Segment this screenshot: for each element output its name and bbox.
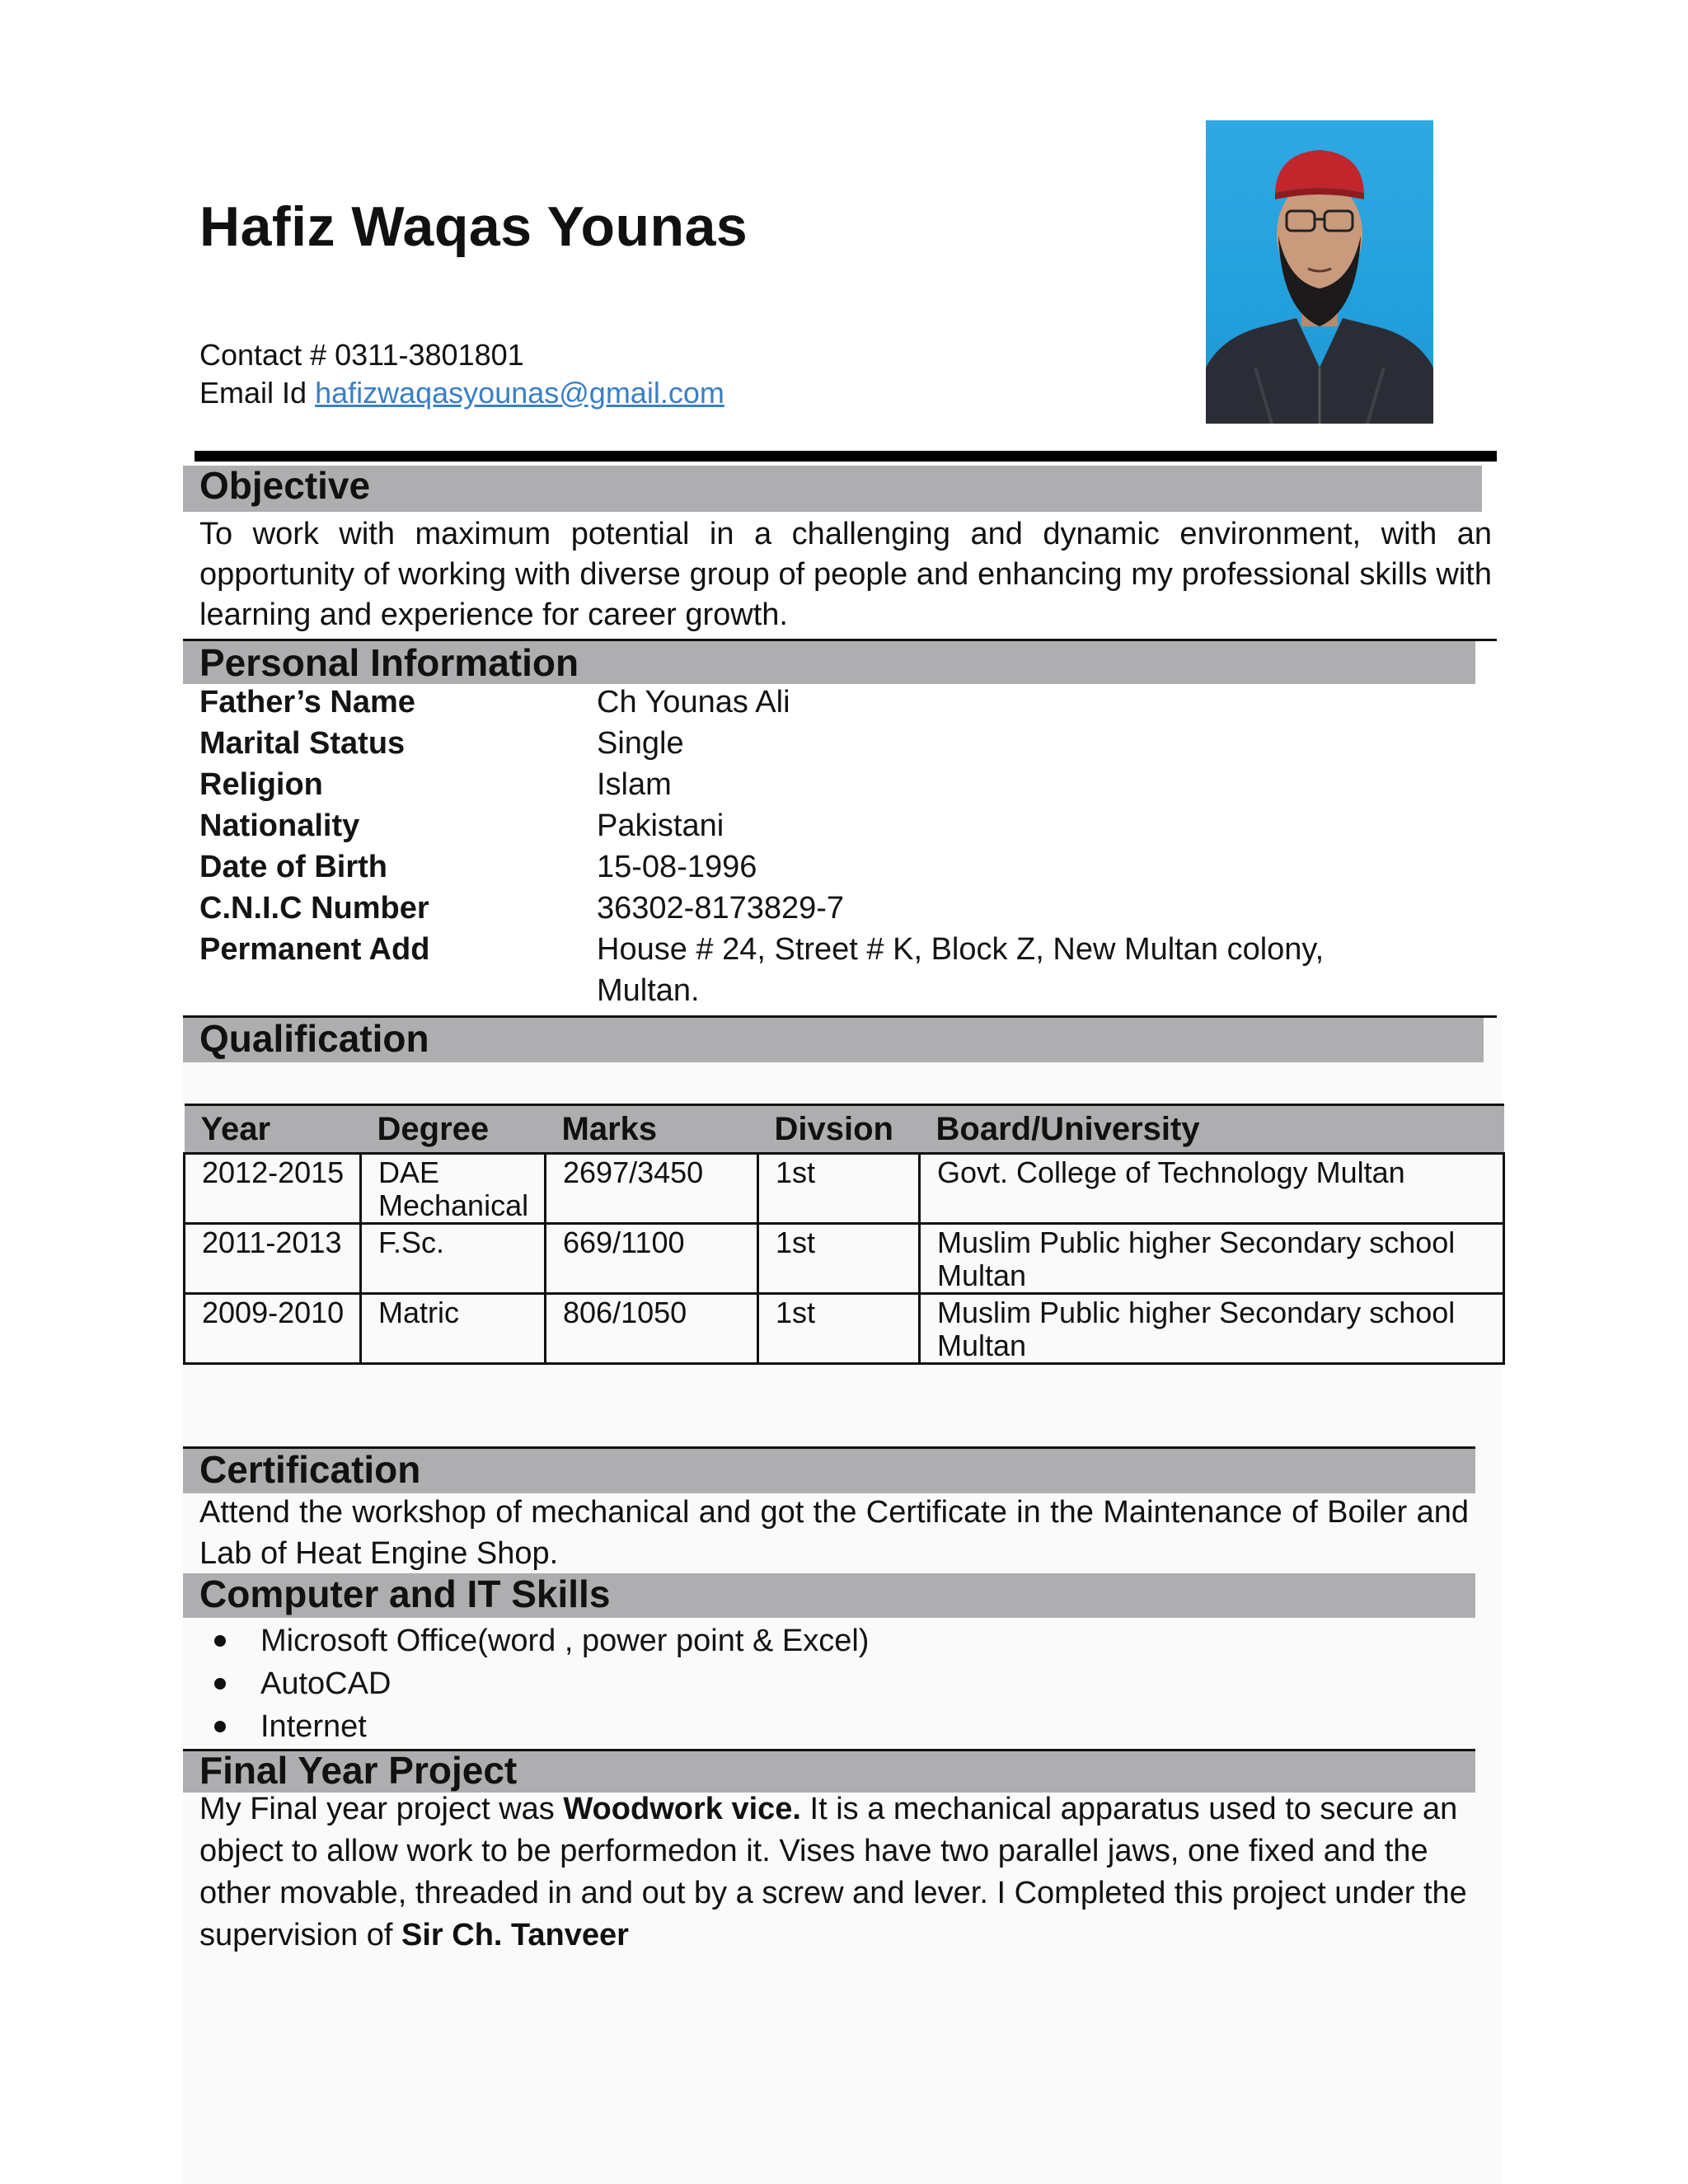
contact-line [199,336,724,374]
column-header-year: Year [185,1105,361,1154]
cell-marks: 2697/3450 [546,1154,758,1224]
cell-year: 2012-2015 [185,1154,361,1224]
certification-text: Attend the workshop of mechanical and got the Certificate in the Maintenance of Boiler and Lab of Heat Engine Shop. [199,1495,1469,1571]
project-name: Woodwork vice. [563,1792,801,1826]
board-line: Multan [937,1329,1027,1362]
info-value: Single [597,726,684,761]
column-header-marks: Marks [546,1105,758,1154]
cell-division: 1st [758,1224,920,1294]
cell-marks: 806/1050 [546,1294,758,1364]
skills-list [199,1619,869,1748]
info-label: Religion [199,767,323,802]
email-line [199,374,724,412]
info-value: House # 24, Street # K, Block Z, New Multan colony, [597,932,1325,967]
skill-label: AutoCAD [260,1666,392,1701]
skill-label: Microsoft Office(word , power point & Excel) [260,1624,870,1658]
cell-division: 1st [758,1154,920,1224]
profile-photo [1206,120,1433,424]
contact-label: Contact # [199,338,327,372]
cell-degree [361,1224,546,1294]
cell-year: 2011-2013 [185,1224,361,1294]
column-header-board: Board/University [920,1105,1504,1154]
personal-title: Personal Information [199,641,579,684]
info-label: Permanent Add [199,932,430,967]
objective-bar [183,466,1482,512]
skill-label: Internet [260,1709,367,1744]
certification-title: Certification [199,1448,421,1491]
info-label: Date of Birth [199,850,387,884]
info-label: Marital Status [199,726,406,761]
email-label: Email Id [199,376,307,410]
degree-line: F.Sc. [378,1226,445,1259]
skills-title: Computer and IT Skills [199,1572,611,1615]
qualification-title: Qualification [199,1017,429,1060]
project-supervisor: Sir Ch. Tanveer [401,1918,629,1952]
table-row [185,1224,1504,1294]
degree-line: Mechanical [378,1188,529,1222]
contact-block [199,336,724,412]
info-value: 36302-8173829-7 [597,891,845,926]
list-item [199,1662,869,1705]
info-value: Pakistani [597,808,724,843]
project-text-body: It is a mechanical apparatus used to secure an object to allow work to be performedon it. Vises have two parallel jaws, one fixed and the other movable, threaded in and out by a screw and lever. I Completed this project under the supervision of [199,1792,1467,1952]
cell-marks: 669/1100 [546,1224,758,1294]
table-row [185,1154,1504,1224]
info-value: 15-08-1996 [597,850,757,884]
info-value: Multan. [597,973,700,1008]
project-title: Final Year Project [199,1749,518,1792]
board-line: Muslim Public higher Secondary school [937,1226,1456,1259]
info-value: Ch Younas Ali [597,685,790,719]
objective-text: To work with maximum potential in a challenging and dynamic environment, with an opportunity of working with diverse group of people and enhancing my professional skills with learning and experience for career growth. [199,517,1492,632]
contact-number: 0311-3801801 [335,338,524,372]
degree-line: Matric [378,1296,459,1329]
column-header-division: Divsion [758,1105,920,1154]
column-header-degree: Degree [361,1105,546,1154]
email-link[interactable]: hafizwaqasyounas@gmail.com [315,376,724,410]
bullet-icon [214,1635,226,1647]
list-item [199,1705,869,1748]
cell-degree [361,1294,546,1364]
degree-line: DAE [378,1155,440,1189]
objective-title: Objective [199,464,371,507]
header-divider [195,451,1497,462]
table-header-row [185,1105,1504,1154]
info-value: Islam [597,767,672,802]
portrait-illustration [1206,120,1433,424]
table-row [185,1294,1504,1364]
info-label: Nationality [199,808,360,843]
bullet-icon [214,1721,226,1732]
cell-year: 2009-2010 [185,1294,361,1364]
cell-degree [361,1154,546,1224]
cell-division: 1st [758,1294,920,1364]
candidate-name: Hafiz Waqas Younas [199,195,748,258]
project-text-intro: My Final year project was [199,1792,564,1826]
bullet-icon [214,1678,226,1690]
cell-board [920,1224,1504,1294]
info-label: C.N.I.C Number [199,891,429,926]
list-item [199,1619,869,1662]
cell-board [920,1294,1504,1364]
qualification-table [183,1104,1505,1365]
board-line: Muslim Public higher Secondary school [937,1296,1456,1329]
board-line: Govt. College of Technology Multan [937,1155,1405,1189]
project-text [199,1788,1493,1957]
board-line: Multan [937,1258,1027,1292]
cell-board [920,1154,1504,1224]
info-label: Father’s Name [199,685,415,719]
